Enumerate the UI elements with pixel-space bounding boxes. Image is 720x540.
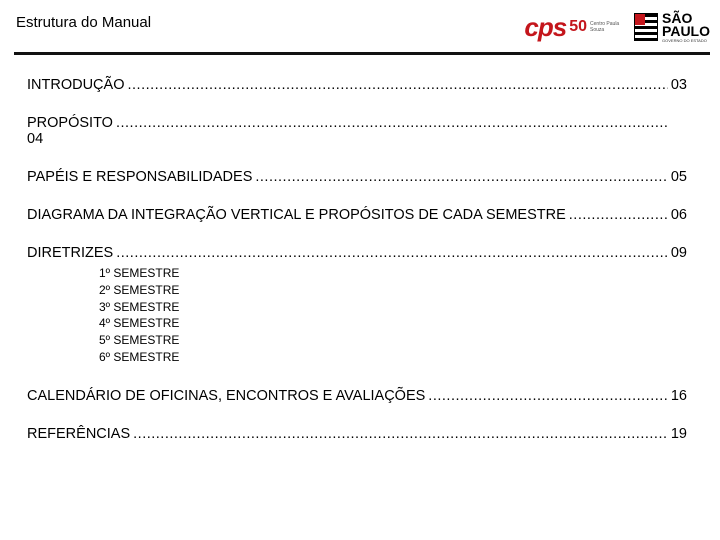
semester-list [99,265,687,366]
cps-anniversary: 50 [569,18,588,35]
toc-label: INTRODUÇÃO [27,77,125,93]
semester-item: 5º SEMESTRE [99,333,180,348]
logos [524,6,710,48]
header-title: Estrutura do Manual [16,14,152,31]
toc-page: 03 [670,77,687,93]
toc-label: PROPÓSITO [27,115,113,131]
toc-label: DIAGRAMA DA INTEGRAÇÃO VERTICAL E PROPÓSITOS DE CADA SEMESTRE [27,207,566,223]
toc-leader [133,426,668,442]
toc-label: CALENDÁRIO DE OFICINAS, ENCONTROS E AVALIAÇÕES [27,387,426,404]
table-of-contents [27,77,687,442]
cps-logo-mark: cps [524,11,567,42]
sp-logo [634,9,710,43]
toc-page: 09 [670,245,687,261]
toc-entry-calendario [27,388,687,404]
toc-entry-diretrizes [27,245,687,261]
cps-logo [524,12,624,43]
toc-entry-referencias [27,426,687,442]
cps-subtitle: Centro Paula Souza [590,21,620,33]
header-divider [14,52,710,55]
toc-label: DIRETRIZES [27,245,114,261]
toc-leader [116,115,667,131]
toc-page: 05 [670,169,687,185]
toc-entry-introducao [27,77,687,93]
toc-entry-papeis [27,169,687,185]
sp-name-line2: PAULO [662,22,710,39]
toc-page: 06 [670,207,687,223]
toc-label: PAPÉIS E RESPONSABILIDADES [27,169,253,185]
toc-leader [255,169,667,185]
semester-item: 6º SEMESTRE [99,349,180,364]
semester-item: 4º SEMESTRE [99,316,180,331]
toc-page: 19 [670,425,687,442]
sp-name-line1: SÃO [662,9,693,26]
semester-item: 1º SEMESTRE [99,266,180,280]
sp-flag-icon [634,13,658,41]
toc-leader [428,388,668,404]
sp-subtitle: GOVERNO DO ESTADO [662,37,707,43]
toc-entry-diagrama [27,207,687,223]
toc-leader [569,207,668,223]
toc-leader [116,245,668,261]
semester-item: 2º SEMESTRE [99,282,180,297]
toc-entry-proposito [27,115,667,147]
semester-item: 3º SEMESTRE [99,299,180,314]
toc-page: 16 [670,387,687,404]
toc-leader [127,77,667,93]
toc-label: REFERÊNCIAS [27,425,131,442]
toc-page: 04 [27,131,44,147]
